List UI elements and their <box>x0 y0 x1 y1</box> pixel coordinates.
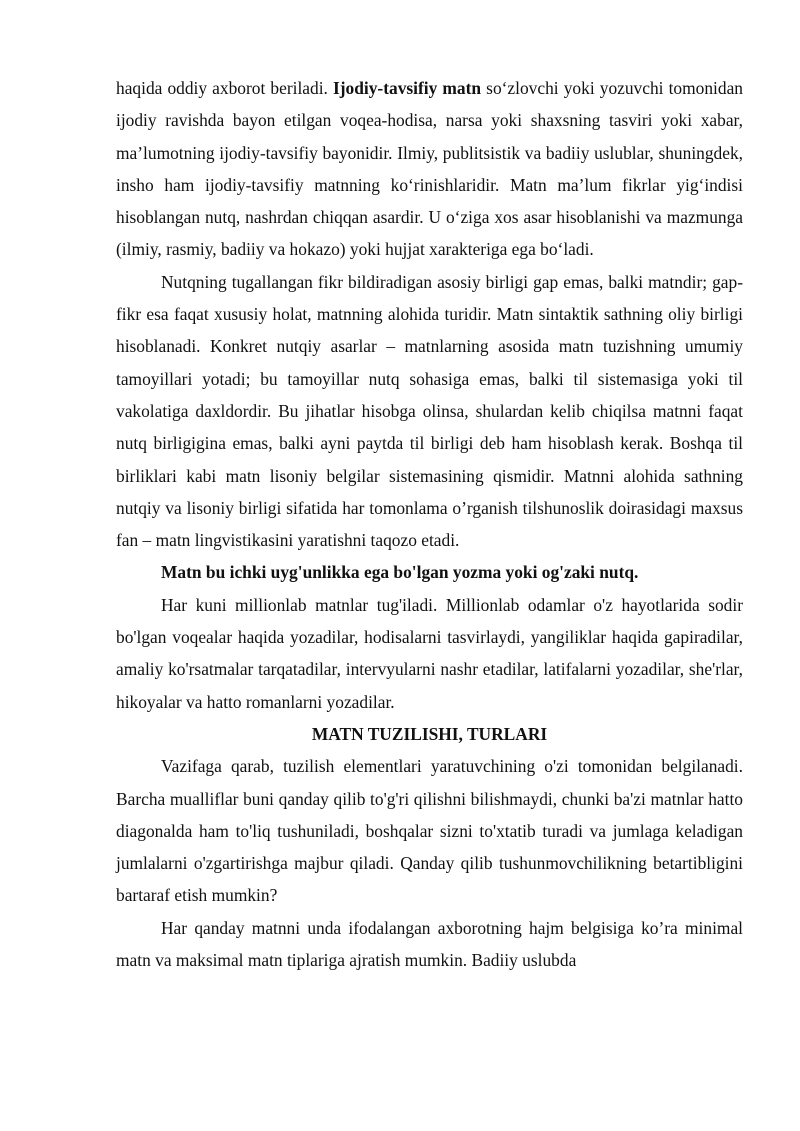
document-page <box>116 72 743 976</box>
paragraph-intro-rest: so‘zlovchi yoki yozuvchi tomonidan ijodiy ravishda bayon etilgan voqea-hodisa, narsa yoki shaxsning tasviri yoki xabar, ma’lumotning ijodiy-tavsifiy bayonidir. Ilmiy, publitsistik va badiiy uslublar, shuningdek, insho ham ijodiy-tavsifiy matnning ko‘rinishlaridir. Matn ma’lum fikrlar yig‘indisi hisoblangan nutq, nashrdan chiqqan asardir. U o‘ziga xos asar hisoblanishi va mazmunga (ilmiy, rasmiy, badiiy va hokazo) yoki hujjat xarakteriga ega bo‘ladi. <box>116 78 743 260</box>
section-heading: MATN TUZILISHI, TURLARI <box>311 723 548 744</box>
paragraph-intro <box>116 72 743 266</box>
definition-statement: Matn bu ichki uyg'unlikka ega bo'lgan yozma yoki og'zaki nutq. <box>161 562 639 583</box>
paragraph-text-unit: Nutqning tugallangan fikr bildiradigan asosiy birligi gap emas, balki matndir; gap-fikr esa faqat xususiy holat, matnning alohida turidir. Matn sintaktik sathning oliy birligi hisoblanadi. Konkret nutqiy asarlar – matnlarning asosida matn tuzishning umumiy tamoyillari yotadi; bu tamoyillar nutq sohasiga emas, balki til sistemasiga yoki til vakolatiga daxldordir. Bu jihatlar hisobga olinsa, shulardan kelib chiqilsa matnni faqat nutq birligigina emas, balki ayni paytda til birligi deb ham hisoblash kerak. Boshqa til birliklari kabi matn lisoniy belgilar sistemasining qismidir. Matnni alohida sathning nutqiy va lisoniy birligi sifatida har tomonlama o’rganish tilshunoslik doirasidagi maxsus fan – matn lingvistikasini yaratishni taqozo etadi. <box>116 271 743 551</box>
paragraph-structure: Vazifaga qarab, tuzilish elementlari yaratuvchining o'zi tomonidan belgilanadi. Barcha mualliflar buni qanday qilib to'g'ri qilishni bilishmaydi, chunki ba'zi matnlar hatto diagonalda ham to'liq tushuniladi, boshqalar sizni to'xtatib turadi va jumlaga keladigan jumlalarni o'zgartirishga majbur qiladi. Qanday qilib tushunmovchilikning betartibligini bartaraf etish mumkin? <box>116 756 743 906</box>
paragraph-intro-start: haqida oddiy axborot beriladi. <box>116 78 333 98</box>
paragraph-text-types: Har qanday matnni unda ifodalangan axborotning hajm belgisiga ko’ra minimal matn va maksimal matn tiplariga ajratish mumkin. Badiiy uslubda <box>116 917 743 971</box>
bold-term: Ijodiy-tavsifiy matn <box>332 78 482 98</box>
paragraph-millions-of-texts: Har kuni millionlab matnlar tug'iladi. Millionlab odamlar o'z hayotlarida sodir bo'lgan voqealar haqida yozadilar, hodisalarni tasvirlaydi, yangiliklar haqida gapiradilar, amaliy ko'rsatmalar tarqatadilar, intervyularni nashr etadilar, latifalarni yozadilar, she'rlar, hikoyalar va hatto romanlarni yozadilar. <box>116 594 743 712</box>
